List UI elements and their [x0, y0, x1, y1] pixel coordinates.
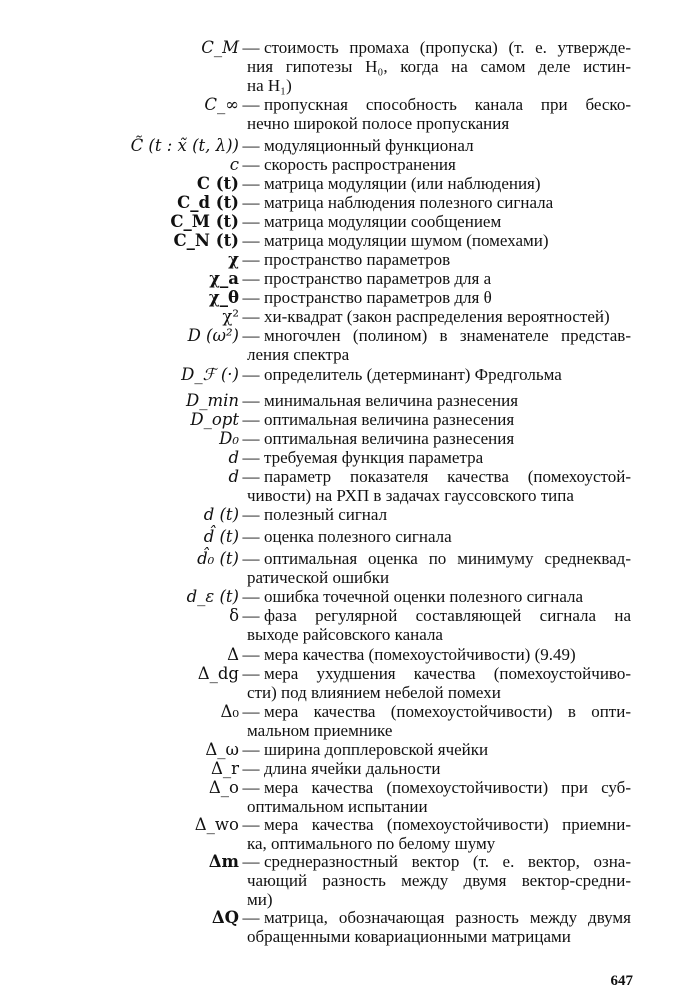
description-line: ми): [247, 890, 273, 909]
entry-symbol: C_M: [201, 38, 239, 57]
description-line: стоимость промаха (пропуска) (т. е. утвержде-: [264, 38, 631, 57]
description-line: матрица, обозначающая разность между двумя: [264, 908, 631, 927]
entry-symbol: D₀: [219, 429, 239, 448]
entry-dash: —: [242, 326, 260, 345]
description-line: на H₁): [247, 76, 292, 95]
description-line: ратической ошибки: [247, 568, 390, 587]
description-line: скорость распространения: [264, 155, 456, 174]
entry-description: [247, 307, 631, 326]
entry-dash: —: [242, 527, 260, 546]
entry-symbol: Δ_r: [210, 759, 239, 778]
entry-description: [247, 664, 631, 702]
entry-symbol: Δ: [227, 645, 239, 664]
entry-symbol: Δ₀: [220, 702, 239, 721]
description-line: полезный сигнал: [264, 505, 388, 524]
entry-symbol: D_ℱ (·): [181, 365, 239, 384]
entry-dash: —: [242, 645, 260, 664]
entry-description: [247, 645, 631, 664]
description-line: сти) под влиянием небелой помехи: [247, 683, 501, 702]
description-line: мера качества (помехоустойчивости) в опти-: [264, 702, 631, 721]
entry-description: [247, 606, 631, 644]
description-line: мера ухудшения качества (помехоустойчиво-: [264, 664, 631, 683]
description-line: минимальная величина разнесения: [264, 391, 519, 410]
description-line: пространство параметров для a: [264, 269, 492, 288]
description-line: требуемая функция параметра: [264, 448, 484, 467]
entry-dash: —: [242, 759, 260, 778]
entry-description: [247, 391, 631, 410]
entry-description: [247, 326, 631, 364]
description-line: обращенными ковариационными матрицами: [247, 927, 571, 946]
entry-dash: —: [242, 852, 260, 871]
description-line: оценка полезного сигнала: [264, 527, 452, 546]
description-line: параметр показателя качества (помехоустой-: [264, 467, 631, 486]
entry-dash: —: [242, 429, 260, 448]
description-line: матрица модуляции шумом (помехами): [264, 231, 549, 250]
entry-symbol: D_opt: [190, 410, 239, 429]
entry-description: [247, 852, 631, 909]
entry-symbol: C_M (t): [170, 212, 239, 231]
entry-dash: —: [242, 587, 260, 606]
entry-description: [247, 212, 631, 231]
entry-symbol: c: [229, 155, 239, 174]
entry-dash: —: [242, 815, 260, 834]
description-line: пространство параметров: [264, 250, 451, 269]
description-line: пропускная способность канала при беско-: [264, 95, 631, 114]
entry-description: [247, 587, 631, 606]
entry-dash: —: [242, 740, 260, 759]
entry-dash: —: [242, 38, 260, 57]
description-line: мера качества (помехоустойчивости) при суб-: [264, 778, 631, 797]
entry-description: [247, 448, 631, 467]
entry-dash: —: [242, 549, 260, 568]
entry-description: [247, 155, 631, 174]
description-line: ния гипотезы H₀, когда на самом деле истин-: [247, 57, 631, 76]
entry-dash: —: [242, 778, 260, 797]
description-line: чающий разность между двумя вектор-средни-: [247, 871, 631, 890]
entry-description: [247, 908, 631, 946]
entry-dash: —: [242, 136, 260, 155]
entry-description: [247, 505, 631, 524]
entry-dash: —: [242, 365, 260, 384]
entry-symbol: d̂₀ (t): [197, 549, 239, 568]
entry-symbol: d_ε (t): [186, 587, 239, 606]
entry-symbol: χ_θ: [208, 288, 239, 307]
description-line: среднеразностный вектор (т. е. вектор, озна-: [264, 852, 631, 871]
entry-symbol: d (t): [203, 505, 239, 524]
entry-symbol: d: [228, 467, 239, 486]
entry-dash: —: [242, 505, 260, 524]
entry-symbol: Δ_ω: [205, 740, 239, 759]
description-line: определитель (детерминант) Фредгольма: [264, 365, 562, 384]
description-line: мера качества (помехоустойчивости) приемни-: [264, 815, 631, 834]
entry-symbol: δ: [229, 606, 239, 625]
entry-description: [247, 467, 631, 505]
entry-symbol: D (ω²): [187, 326, 239, 345]
description-line: матрица модуляции сообщением: [264, 212, 502, 231]
entry-symbol: χ: [228, 250, 239, 269]
description-line: ширина допплеровской ячейки: [264, 740, 489, 759]
description-line: оптимальная оценка по минимуму среднеквад-: [264, 549, 631, 568]
entry-symbol: C_∞: [204, 95, 239, 114]
entry-symbol: Δ_dg: [197, 664, 239, 683]
entry-description: [247, 410, 631, 429]
description-line: фаза регулярной составляющей сигнала на: [264, 606, 631, 625]
entry-dash: —: [242, 95, 260, 114]
entry-description: [247, 778, 631, 816]
description-line: ка, оптимального по белому шуму: [247, 834, 496, 853]
entry-description: [247, 269, 631, 288]
entry-symbol: Δm: [208, 852, 239, 871]
entry-dash: —: [242, 155, 260, 174]
entry-description: [247, 38, 631, 95]
entry-symbol: Δ_o: [208, 778, 239, 797]
entry-description: [247, 288, 631, 307]
description-line: оптимальная величина разнесения: [264, 410, 515, 429]
entry-symbol: C̃ (t : x̃ (t, λ)): [130, 136, 239, 155]
entry-symbol: C_N (t): [173, 231, 239, 250]
description-line: выходе райсовского канала: [247, 625, 443, 644]
entry-dash: —: [242, 250, 260, 269]
description-line: длина ячейки дальности: [264, 759, 441, 778]
entry-description: [247, 429, 631, 448]
entry-dash: —: [242, 212, 260, 231]
entry-symbol: D_min: [185, 391, 239, 410]
entry-description: [247, 95, 631, 133]
entry-symbol: χ_a: [209, 269, 239, 288]
entry-dash: —: [242, 410, 260, 429]
entry-dash: —: [242, 391, 260, 410]
entry-description: [247, 740, 631, 759]
entry-dash: —: [242, 908, 260, 927]
entry-dash: —: [242, 307, 260, 326]
description-line: нечно широкой полосе пропускания: [247, 114, 510, 133]
description-line: мера качества (помехоустойчивости) (9.49): [264, 645, 576, 664]
entry-symbol: Δ_wo: [194, 815, 239, 834]
entry-description: [247, 759, 631, 778]
entry-dash: —: [242, 702, 260, 721]
entry-dash: —: [242, 288, 260, 307]
description-line: матрица наблюдения полезного сигнала: [264, 193, 554, 212]
description-line: многочлен (полином) в знаменателе представ-: [264, 326, 631, 345]
entry-description: [247, 365, 631, 384]
description-line: ошибка точечной оценки полезного сигнала: [264, 587, 584, 606]
entry-symbol: ΔQ: [211, 908, 239, 927]
entry-description: [247, 136, 631, 155]
entry-dash: —: [242, 467, 260, 486]
entry-symbol: d̂ (t): [203, 527, 239, 546]
page-number: 647: [610, 973, 633, 989]
description-line: модуляционный функционал: [264, 136, 474, 155]
entry-symbol: C (t): [196, 174, 239, 193]
entry-dash: —: [242, 231, 260, 250]
description-line: оптимальная величина разнесения: [264, 429, 515, 448]
description-line: пространство параметров для θ: [264, 288, 492, 307]
description-line: чивости) на РХП в задачах гауссовского типа: [247, 486, 574, 505]
entry-description: [247, 231, 631, 250]
description-line: ления спектра: [247, 345, 350, 364]
entry-description: [247, 193, 631, 212]
entry-dash: —: [242, 174, 260, 193]
description-line: матрица модуляции (или наблюдения): [264, 174, 541, 193]
entry-dash: —: [242, 448, 260, 467]
description-line: мальном приемнике: [247, 721, 393, 740]
description-line: оптимальном испытании: [247, 797, 428, 816]
entry-description: [247, 815, 631, 853]
entry-description: [247, 174, 631, 193]
entry-symbol: d: [228, 448, 239, 467]
description-line: хи-квадрат (закон распределения вероятностей): [264, 307, 610, 326]
entry-symbol: C_d (t): [177, 193, 239, 212]
entry-description: [247, 527, 631, 546]
entry-dash: —: [242, 606, 260, 625]
entry-dash: —: [242, 269, 260, 288]
entry-dash: —: [242, 664, 260, 683]
entry-symbol: χ²: [222, 307, 239, 326]
entry-description: [247, 702, 631, 740]
entry-description: [247, 549, 631, 587]
entry-dash: —: [242, 193, 260, 212]
entry-description: [247, 250, 631, 269]
